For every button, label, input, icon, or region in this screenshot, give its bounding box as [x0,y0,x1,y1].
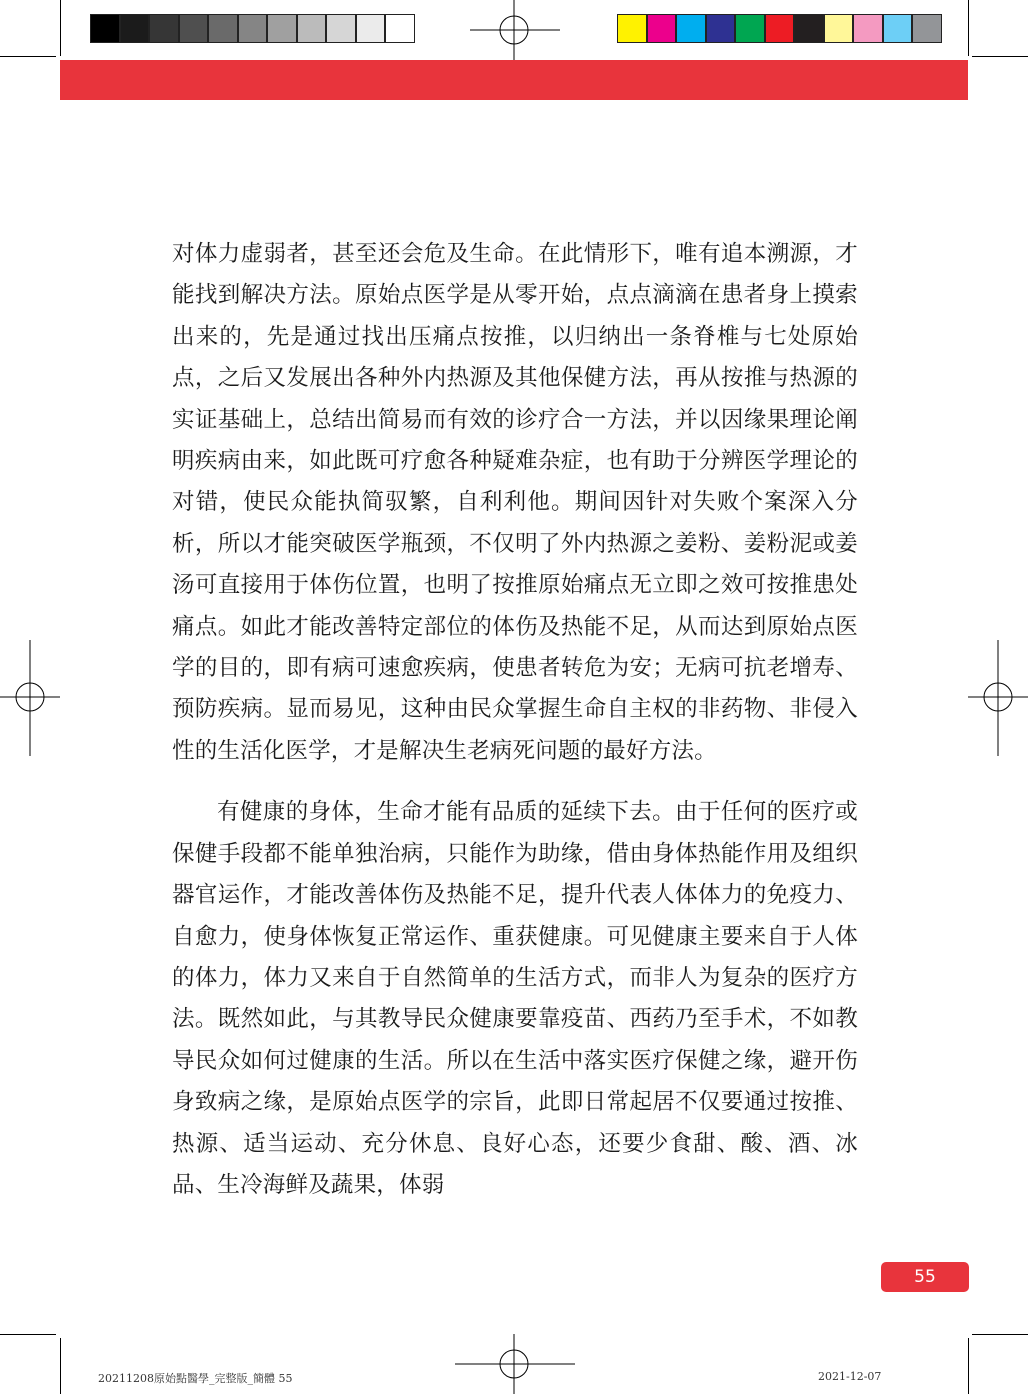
gray-swatch-7 [267,14,297,43]
color-swatch-8 [824,14,854,43]
color-swatch-2 [647,14,677,43]
color-swatch-1 [617,14,647,43]
page-number: 55 [881,1262,969,1292]
crop-mark-bottom-left-vertical [60,1338,61,1394]
color-swatch-9 [853,14,883,43]
crop-mark-top-left-horizontal [0,56,56,57]
gray-swatch-2 [120,14,150,43]
crop-mark-top-left-vertical [60,0,61,56]
gray-swatch-3 [149,14,179,43]
gray-swatch-11 [385,14,415,43]
gray-swatch-10 [356,14,386,43]
crop-mark-top-right-vertical [968,0,969,56]
color-swatch-3 [676,14,706,43]
crop-mark-bottom-right-vertical [968,1338,969,1394]
color-swatch-5 [735,14,765,43]
header-band [60,60,968,100]
gray-swatch-4 [179,14,209,43]
cmyk-color-bar [617,14,942,45]
registration-mark-top-icon [470,0,560,60]
color-swatch-6 [765,14,795,43]
gray-swatch-8 [297,14,327,43]
color-swatch-4 [706,14,736,43]
footer-file-slug: 20211208原始點醫學_完整版_簡體 55 [98,1372,293,1385]
grayscale-color-bar [90,14,415,45]
gray-swatch-6 [238,14,268,43]
crop-mark-bottom-left-horizontal [0,1334,56,1335]
crop-mark-bottom-right-horizontal [972,1334,1028,1335]
footer-date: 2021-12-07 [818,1370,882,1383]
registration-mark-right-icon [968,640,1028,756]
body-text [172,234,858,1206]
color-swatch-10 [883,14,913,43]
registration-mark-bottom-icon [455,1334,575,1394]
registration-mark-left-icon [0,640,60,756]
color-swatch-11 [912,14,942,43]
paragraph-2: 有健康的身体，生命才能有品质的延续下去。由于任何的医疗或保健手段都不能单独治病，只能作为助缘，借由身体热能作用及组织器官运作，才能改善体伤及热能不足，提升代表人体体力的免疫力、自愈力，使身体恢复正常运作、重获健康。可见健康主要来自于人体的体力，体力又来自于自然简单的生活方式，而非人为复杂的医疗方法。既然如此，与其教导民众健康要靠疫苗、西药乃至手术，不如教导民众如何过健康的生活。所以在生活中落实医疗保健之缘，避开伤身致病之缘，是原始点医学的宗旨，此即日常起居不仅要通过按推、热源、适当运动、充分休息、良好心态，还要少食甜、酸、酒、冰品、生冷海鲜及蔬果，体弱 [172,799,858,1198]
color-swatch-7 [794,14,824,43]
gray-swatch-1 [90,14,120,43]
crop-mark-top-right-horizontal [972,56,1028,57]
gray-swatch-5 [208,14,238,43]
gray-swatch-9 [326,14,356,43]
paragraph-1: 对体力虚弱者，甚至还会危及生命。在此情形下，唯有追本溯源，才能找到解决方法。原始点医学是从零开始，点点滴滴在患者身上摸索出来的，先是通过找出压痛点按推，以归纳出一条脊椎与七处原始点，之后又发展出各种外内热源及其他保健方法，再从按推与热源的实证基础上，总结出简易而有效的诊疗合一方法，并以因缘果理论阐明疾病由来，如此既可疗愈各种疑难杂症，也有助于分辨医学理论的对错，使民众能执简驭繁，自利利他。期间因针对失败个案深入分析，所以才能突破医学瓶颈，不仅明了外内热源之姜粉、姜粉泥或姜汤可直接用于体伤位置，也明了按推原始痛点无立即之效可按推患处痛点。如此才能改善特定部位的体伤及热能不足，从而达到原始点医学的目的，即有病可速愈疾病，使患者转危为安；无病可抗老增寿、预防疾病。显而易见，这种由民众掌握生命自主权的非药物、非侵入性的生活化医学，才是解决生老病死问题的最好方法。 [172,241,858,764]
